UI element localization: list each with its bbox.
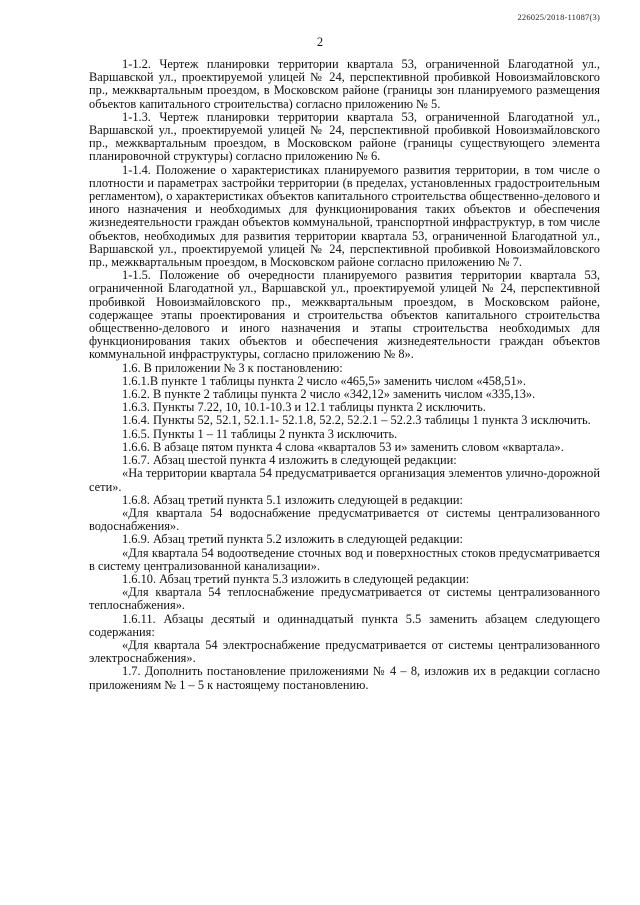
paragraph: «Для квартала 54 водоснабжение предусматривается от системы централизованного водоснабжения». — [89, 505, 600, 534]
paragraph: 1-1.2. Чертеж планировки территории квартала 53, ограниченной Благодатной ул., Варшавской ул., проектируемой улицей № 24, перспективной пробивкой Новоизмайловского пр., межквартальным проездом, в Московском районе (границы зон планируемого размещения объектов капитального строительства) согласно приложению № 5. — [89, 57, 600, 111]
paragraph: «Для квартала 54 электроснабжение предусматривается от системы централизованного электроснабжения». — [89, 637, 600, 666]
paragraph: 1.6. В приложении № 3 к постановлению: — [122, 360, 343, 375]
paragraph: 1.6.10. Абзац третий пункта 5.3 изложить в следующей редакции: — [122, 571, 470, 586]
paragraph: 1.7. Дополнить постановление приложениями № 4 – 8, изложив их в редакции согласно приложениям № 1 – 5 к настоящему постановлению. — [89, 664, 600, 692]
paragraph: 1-1.5. Положение об очередности планируемого развития территории квартала 53, ограниченной Благодатной ул., Варшавской ул., проектируемой улицей № 24, перспективной пробивкой Новоизмайловского пр., межквартальным проездом, в Московском районе, содержащее этапы проектирования и строительства объектов капитального строительства общественно-делового и иного назначения и этапы строительства необходимых для функционирования таких объектов и обеспечения жизнедеятельности граждан объектов коммунальной инфраструктуры, согласно приложению № 8». — [89, 268, 600, 362]
paragraph: 1.6.3. Пункты 7.22, 10, 10.1-10.3 и 12.1 таблицы пункта 2 исключить. — [122, 400, 486, 415]
paragraph: 1-1.4. Положение о характеристиках планируемого развития территории, в том числе о плотности и параметрах застройки территории (в пределах, установленных градостроительным регламентом), о характеристиках объектов капитального строительства общественно-делового и иного назначения и необходимых для функционирования таких объектов и обеспечения жизнедеятельности граждан объектов коммунальной, транспортной инфраструктур, в том числе объектов, необходимых для развития территории квартала 53, ограниченной Благодатной ул., Варшавской ул., проектируемой улицей № 24, перспективной пробивкой Новоизмайловского пр., межквартальным проездом, в Московском районе согласно приложению № 7. — [89, 162, 600, 270]
paragraph: «Для квартала 54 теплоснабжение предусматривается от системы централизованного теплоснабжения». — [89, 585, 600, 613]
paragraph: 1.6.9. Абзац третий пункта 5.2 изложить в следующей редакции: — [122, 532, 463, 547]
paragraph: 1.6.7. Абзац шестой пункта 4 изложить в следующей редакции: — [122, 453, 457, 468]
paragraph: 1.6.5. Пункты 1 – 11 таблицы 2 пункта 3 исключить. — [122, 426, 398, 441]
document-code: 226025/2018-11087(3) — [517, 12, 600, 22]
paragraph: 1-1.3. Чертеж планировки территории квартала 53, ограниченной Благодатной ул., Варшавской ул., проектируемой улицей № 24, перспективной пробивкой Новоизмайловского пр., межквартальным проездом, в Московском районе (границы существующего элемента планировочной структуры) согласно приложению № 6. — [89, 109, 600, 164]
paragraph: 1.6.6. В абзаце пятом пункта 4 слова «кварталов 53 и» заменить словом «квартала». — [122, 439, 564, 454]
document-body — [89, 58, 600, 692]
paragraph: 1.6.11. Абзацы десятый и одиннадцатый пункта 5.5 заменить абзацем следующего содержания: — [89, 611, 600, 639]
paragraph: «На территории квартала 54 предусматривается организация элементов улично-дорожной сети». — [89, 466, 600, 494]
paragraph: 1.6.8. Абзац третий пункта 5.1 изложить следующей в редакции: — [122, 492, 463, 507]
page-number: 2 — [316, 35, 324, 49]
paragraph: 1.6.2. В пункте 2 таблицы пункта 2 число «342,12» заменить числом «335,13». — [122, 387, 536, 402]
paragraph: «Для квартала 54 водоотведение сточных вод и поверхностных стоков предусматривается в систему централизованной канализации». — [89, 545, 600, 573]
paragraph: 1.6.4. Пункты 52, 52.1, 52.1.1- 52.1.8, 52.2, 52.2.1 – 52.2.3 таблицы 1 пункта 3 исключить. — [122, 413, 591, 428]
paragraph: 1.6.1.В пункте 1 таблицы пункта 2 число «465,5» заменить числом «458,51». — [122, 373, 526, 388]
